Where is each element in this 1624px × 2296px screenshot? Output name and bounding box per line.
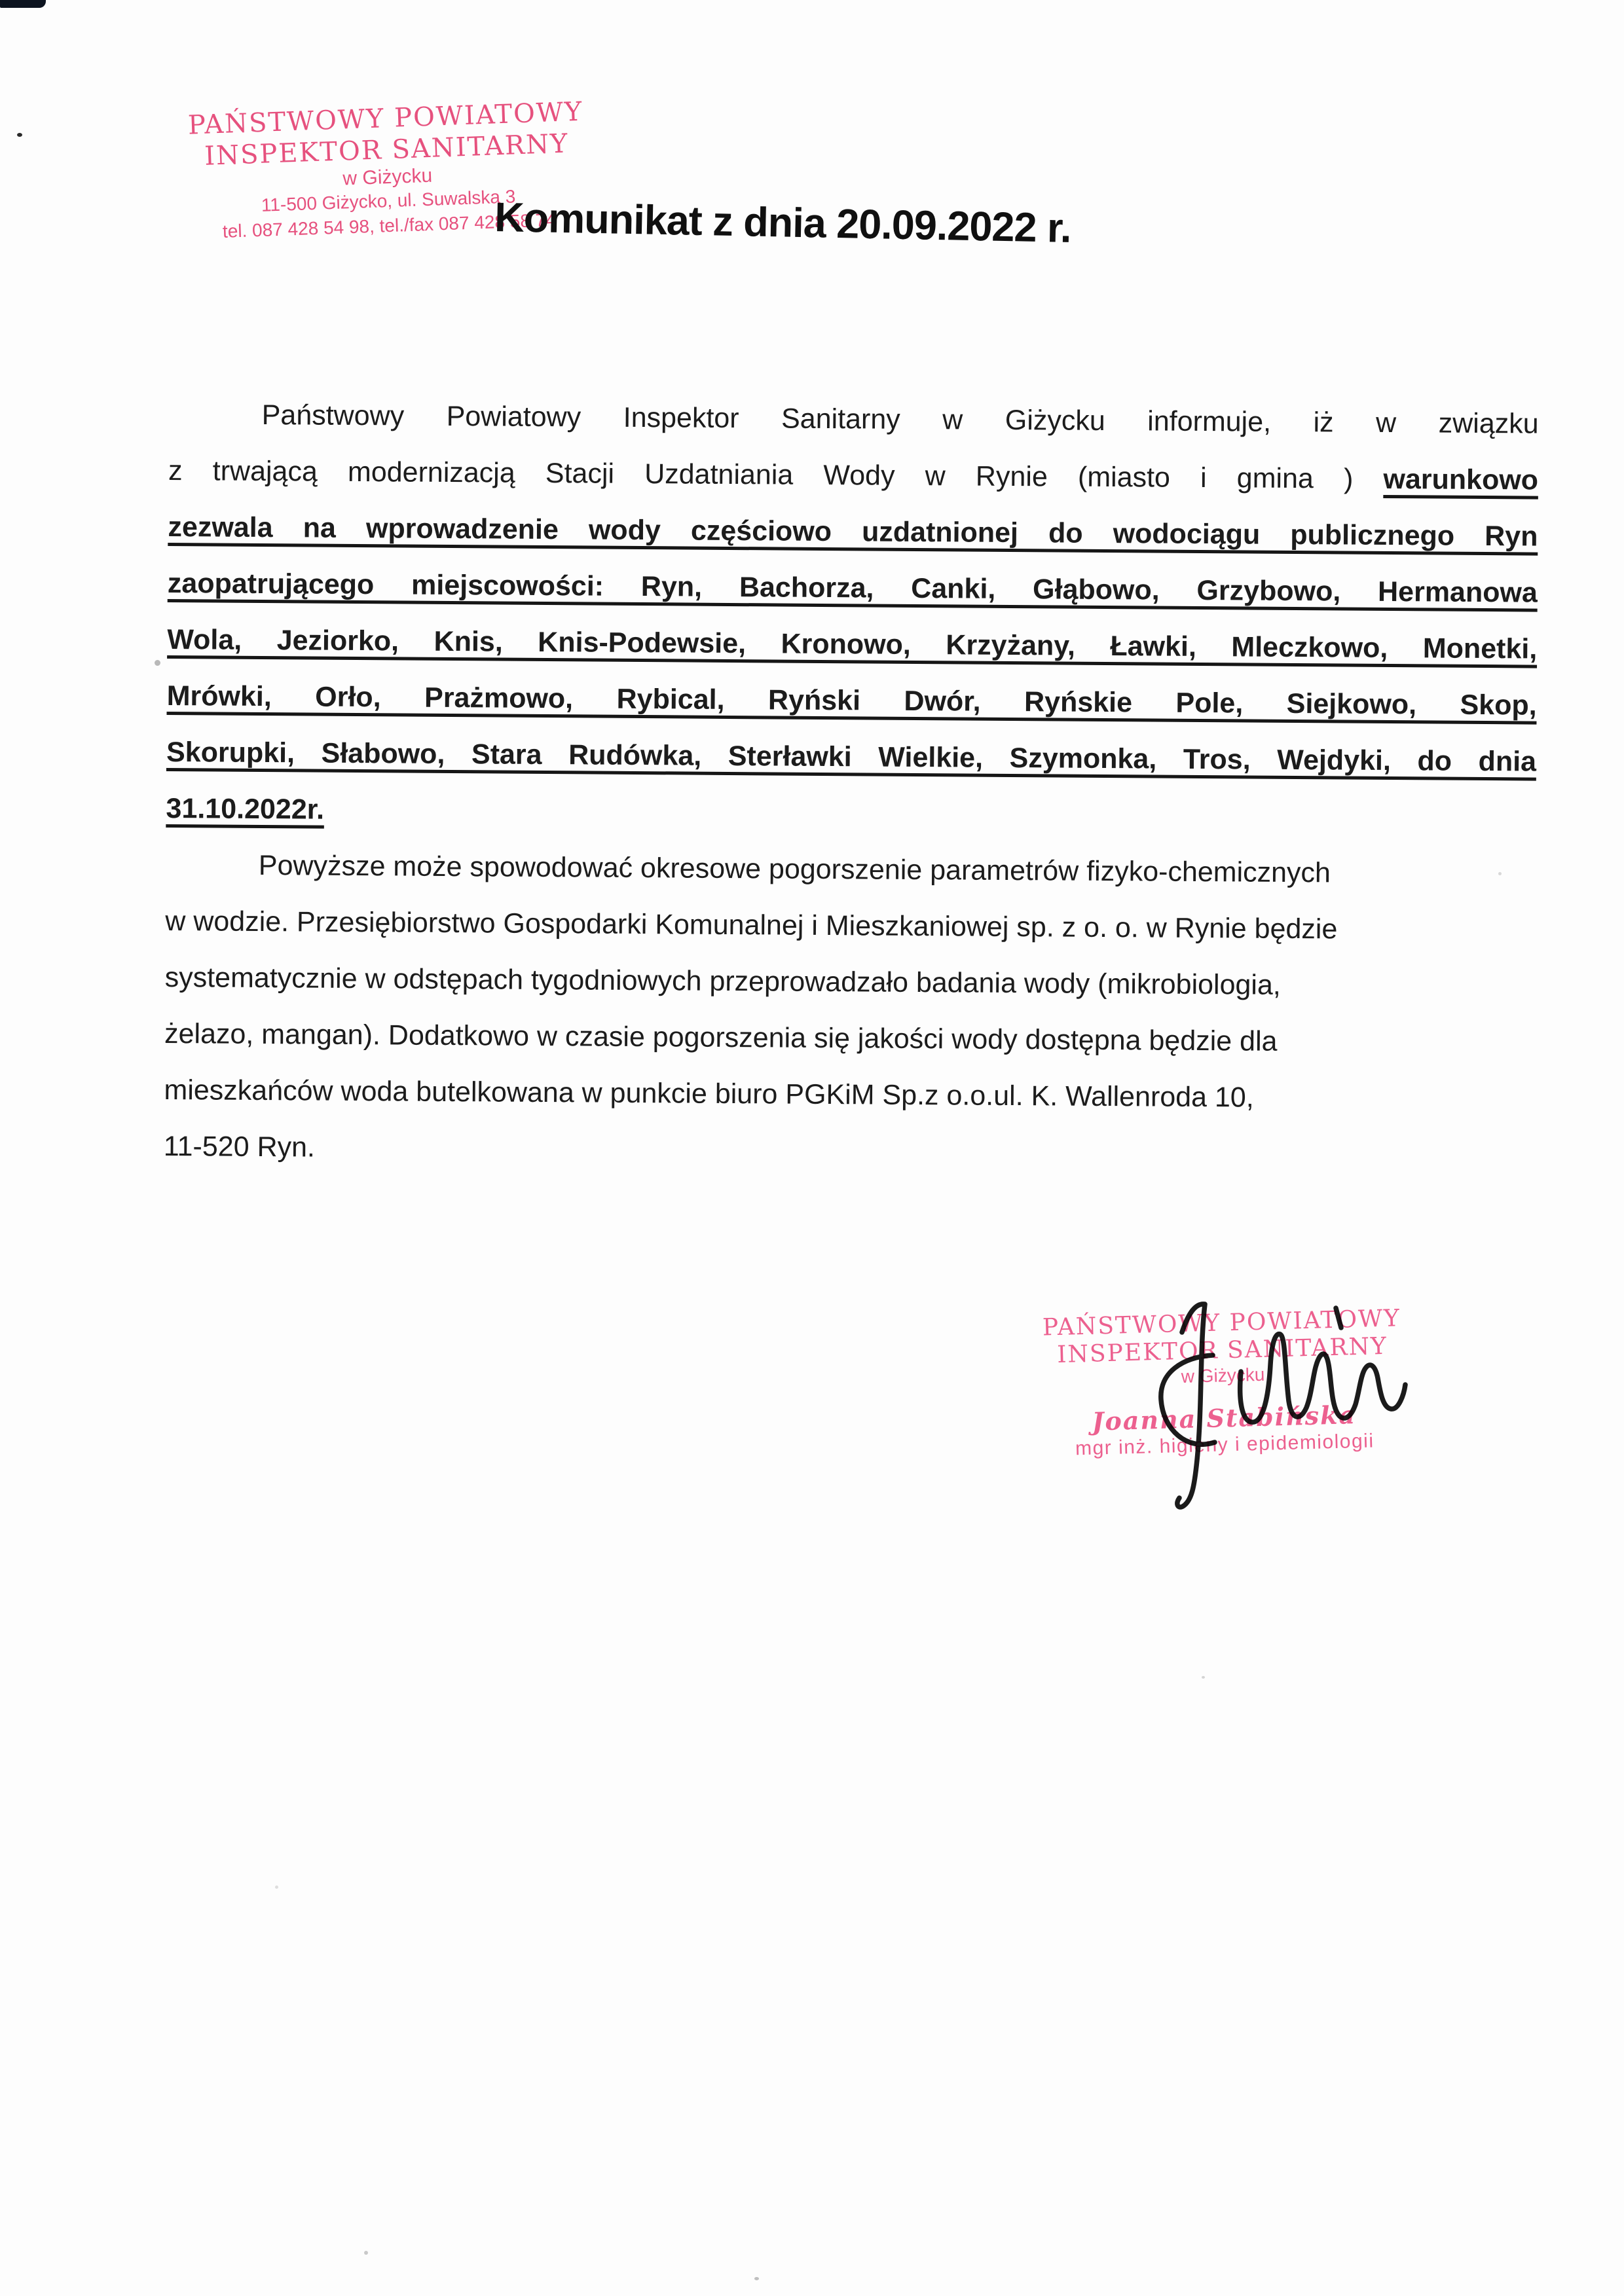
stamp-address: 11-500 Giżycko, ul. Suwalska 3 [261,186,516,215]
ink-speck [364,2251,368,2255]
signature-scribble [1240,1334,1405,1423]
stamp-org-line1: PAŃSTWOWY POWIATOWY [1042,1305,1401,1341]
signature-loop [1161,1355,1215,1444]
body-line-regular: z trwającą modernizacją Stacji Uzdatniania Wody w Rynie (miasto i gmina ) [168,454,1384,495]
stamp-phone: tel. 087 428 54 98, tel./fax 087 428 58 74 [222,210,557,242]
body-line: systematycznie w odstępach tygodniowych przeprowadzało badania wody (mikrobiologia, [164,961,1281,1001]
body-line-emphasis: Mrówki, Orło, Prażmowo, Rybical, Ryński Dwór, Ryńskie Pole, Siejkowo, Skop, [166,680,1537,721]
ink-speck [275,1886,278,1889]
ink-speck [754,2277,759,2280]
body-line-emphasis: Skorupki, Słabowo, Stara Rudówka, Sterławki Wielkie, Szymonka, Tros, Wejdyki, do dnia [166,736,1537,778]
body-line: w wodzie. Przesiębiorstwo Gospodarki Komunalnej i Mieszkaniowej sp. z o. o. w Rynie będzie [165,905,1338,945]
body-line-emphasis: zezwala na wprowadzenie wody częściowo uzdatnionej do wodociągu publicznego Ryn [168,511,1538,553]
body-line-emphasis: warunkowo [1383,463,1539,496]
stamp-city: w Giżycku [1181,1364,1265,1387]
ink-speck [17,133,22,137]
body-line [168,443,1539,509]
signature-tick [1336,1308,1341,1328]
signer-title: mgr inż. higieny i epidemiologii [1075,1430,1375,1460]
ink-speck [1202,1676,1205,1679]
page-title: Komunikat z dnia 20.09.2022 r. [494,194,1072,251]
body-line: 11-520 Ryn. [163,1130,316,1163]
ink-speck [155,660,160,666]
body-line-emphasis: zaopatrującego miejscowości: Ryn, Bachorza, Canki, Głąbowo, Grzybowo, Hermanowa [167,567,1538,609]
stamp-org-line1: PAŃSTWOWY POWIATOWY [187,96,584,141]
document-body [164,386,1539,1184]
stamp-org-line2: INSPEKTOR SANITARNY [204,128,570,172]
body-line: mieszkańców woda butelkowana w punkcie biuro PGKiM Sp.z o.o.ul. K. Wallenroda 10, [164,1074,1254,1114]
body-line-emphasis: Wola, Jeziorko, Knis, Knis-Podewsie, Kronowo, Krzyżany, Ławki, Mleczkowo, Monetki, [167,623,1538,665]
body-line-emphasis: 31.10.2022r. [166,792,325,826]
stamp-org-line2: INSPEKTOR SANITARNY [1056,1332,1388,1368]
body-line: Powyższe może spowodować okresowe pogorszenie parametrów fizyko-chemicznych [258,849,1331,889]
handwritten-signature [1153,1293,1428,1522]
signature-stem [1177,1304,1205,1507]
body-line: żelazo, mangan). Dodatkowo w czasie pogorszenia się jakości wody dostępna będzie dla [164,1017,1278,1057]
body-line: Państwowy Powiatowy Inspektor Sanitarny w Giżycku informuje, iż w związku [261,399,1539,440]
stamp-city: w Giżycku [342,164,433,190]
signer-name: Joanna Stabińska [1091,1400,1357,1436]
scan-corner-artifact [0,0,46,8]
